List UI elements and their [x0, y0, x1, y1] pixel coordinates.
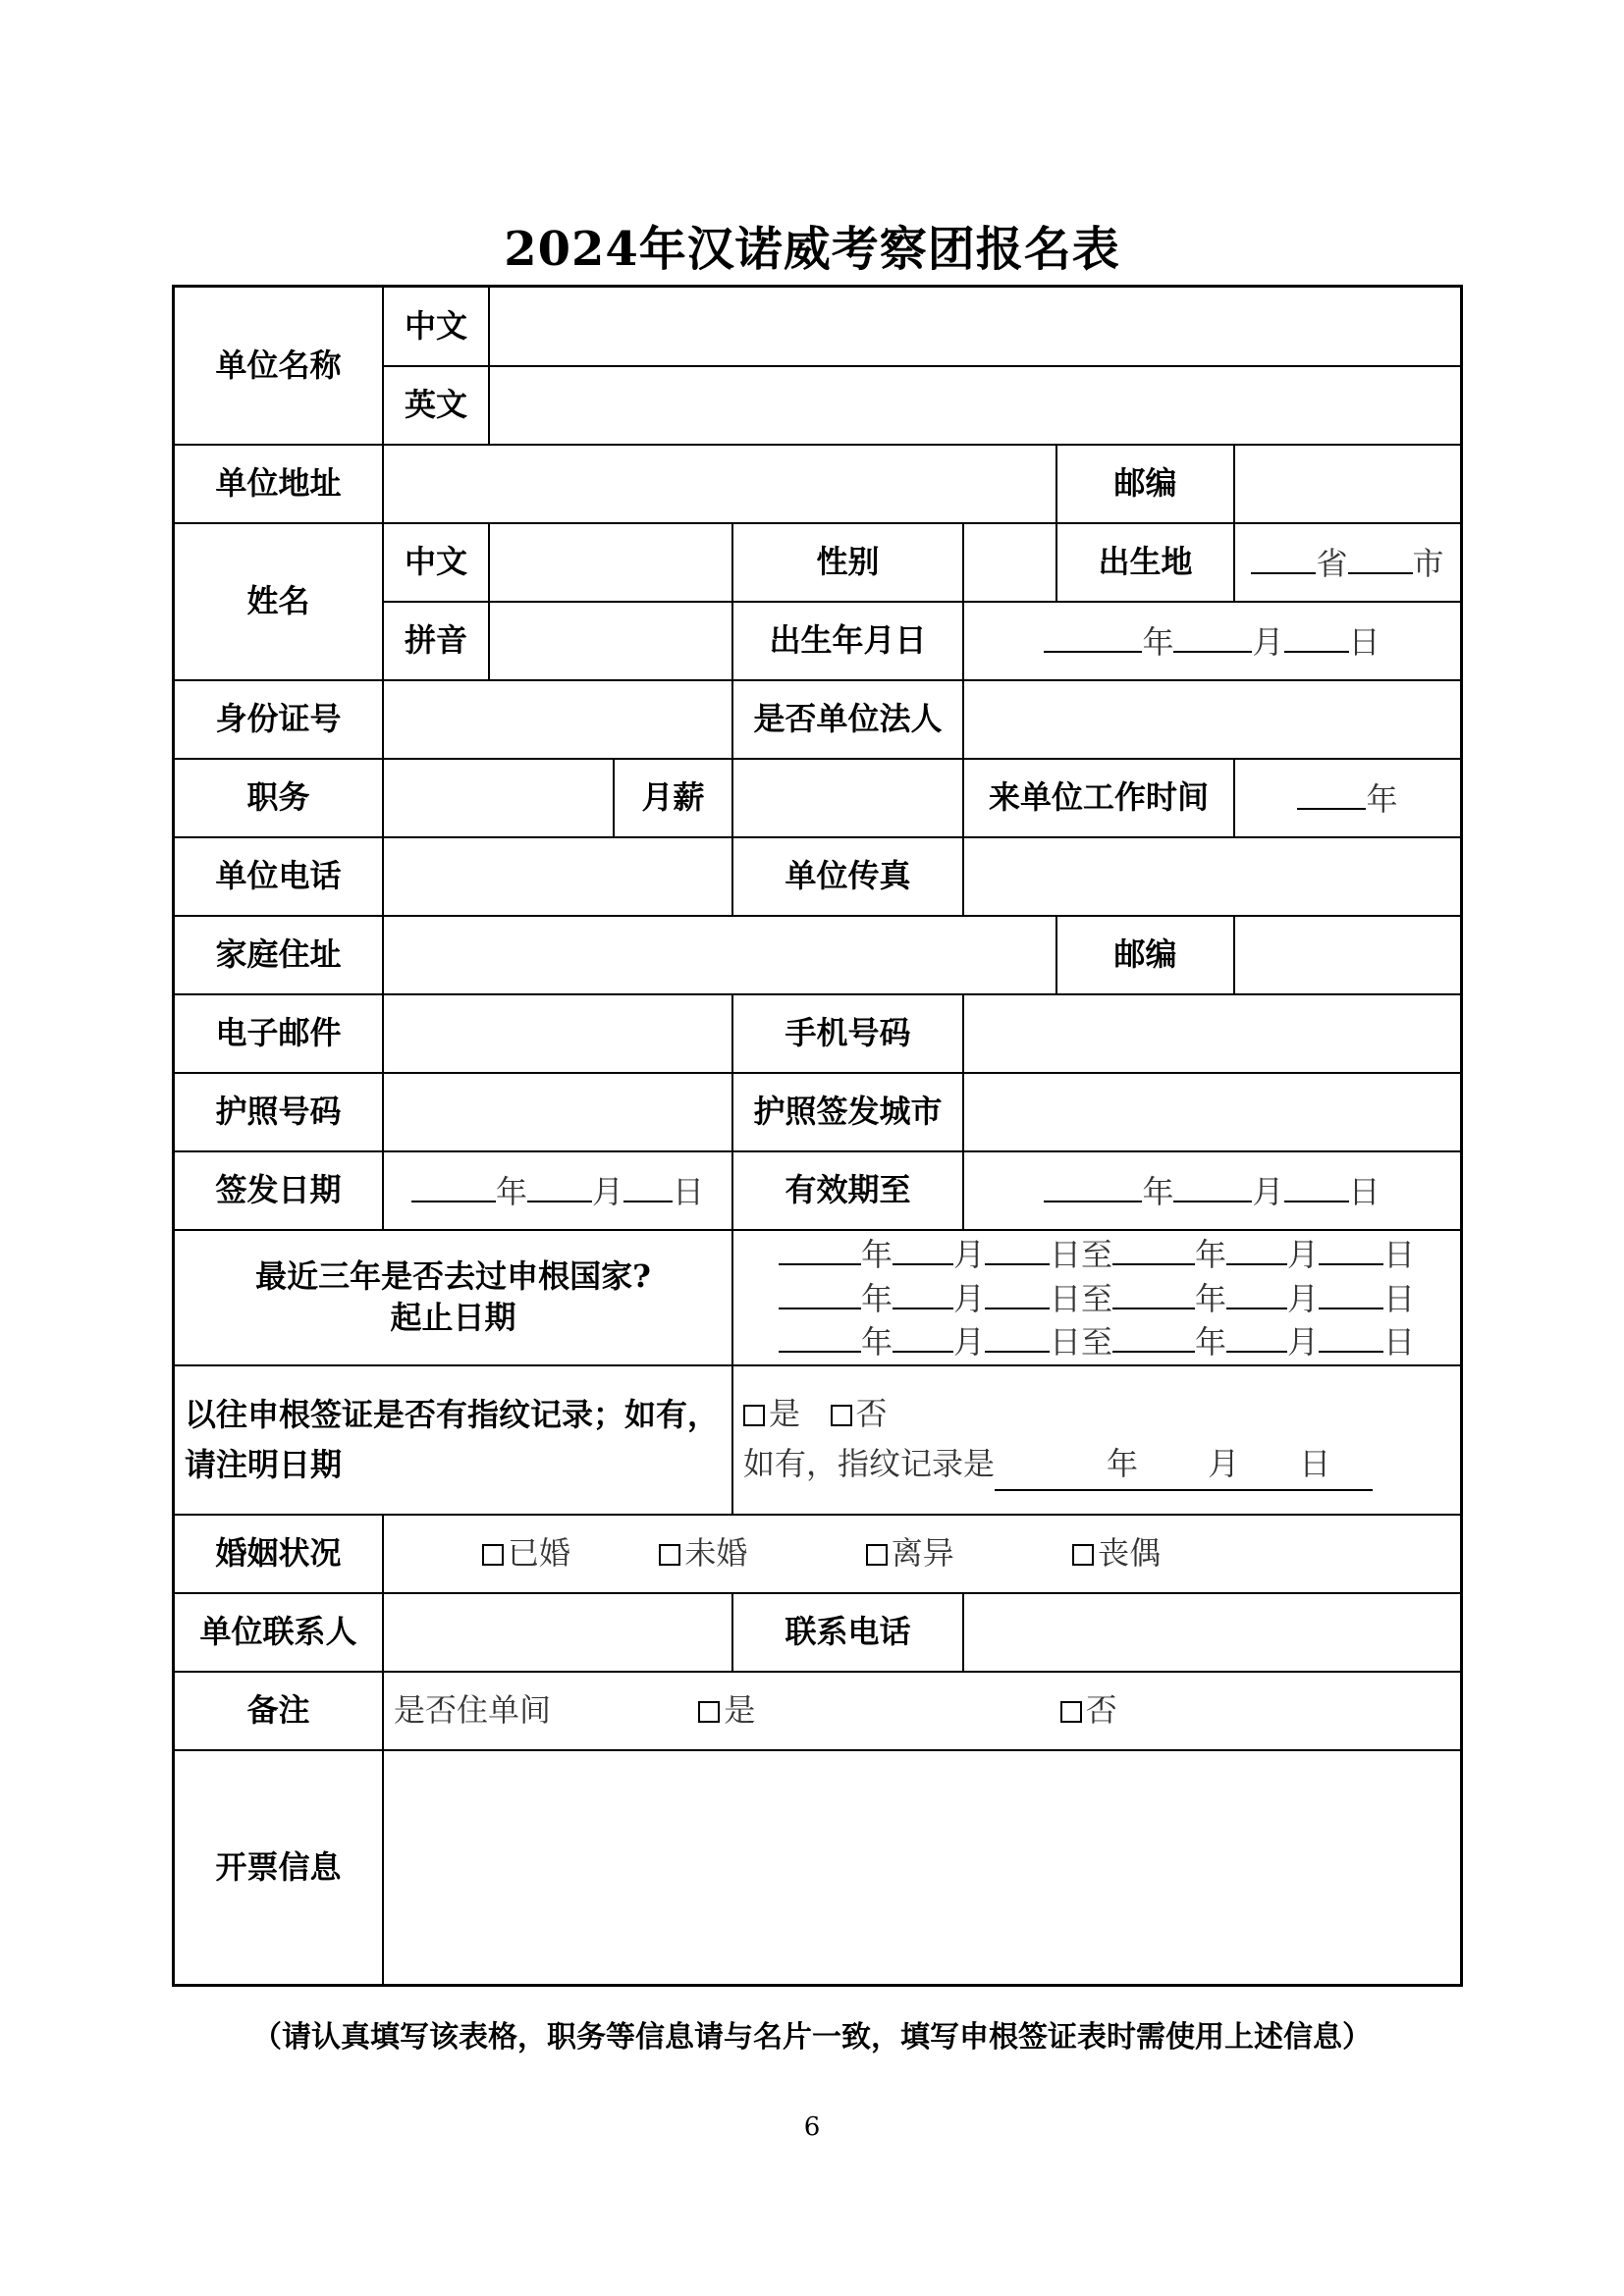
schengen-date-range-2[interactable]: 年 月 日至 年 月 日	[743, 1276, 1450, 1320]
passport-no-label: 护照号码	[175, 1073, 383, 1151]
single-room-no-checkbox[interactable]	[1060, 1701, 1082, 1723]
divorced-checkbox[interactable]	[866, 1544, 888, 1566]
month-unit: 月	[1252, 622, 1284, 661]
day-unit: 日	[1348, 622, 1380, 661]
org-name-chinese-field[interactable]	[489, 288, 1460, 366]
work-years-blank[interactable]	[1297, 776, 1366, 810]
widowed-checkbox[interactable]	[1072, 1544, 1094, 1566]
fingerprint-no-label: 否	[855, 1394, 888, 1432]
mobile-label: 手机号码	[732, 994, 963, 1073]
org-name-english-field[interactable]	[489, 366, 1460, 445]
name-chinese-field[interactable]	[489, 523, 732, 602]
salary-label: 月薪	[614, 759, 732, 837]
form-title: 2024年汉诺威考察团报名表	[504, 222, 1120, 277]
day-blank[interactable]	[1284, 619, 1349, 653]
widowed-label: 丧偶	[1098, 1534, 1162, 1573]
fingerprint-yes-checkbox[interactable]	[743, 1405, 765, 1426]
salary-field[interactable]	[732, 759, 963, 837]
position-field[interactable]	[383, 759, 614, 837]
month-blank[interactable]	[527, 1169, 592, 1202]
name-pinyin-field[interactable]	[489, 602, 732, 680]
day-blank[interactable]	[1284, 1169, 1349, 1202]
registration-form	[172, 285, 1463, 1987]
birthdate-field[interactable]	[963, 602, 1460, 680]
schengen-date-range-3[interactable]: 年 月 日至 年 月 日	[743, 1319, 1450, 1363]
home-address-field[interactable]	[383, 916, 1056, 994]
contact-person-field[interactable]	[383, 1593, 732, 1672]
gender-field[interactable]	[963, 523, 1056, 602]
position-label: 职务	[175, 759, 383, 837]
married-checkbox[interactable]	[482, 1544, 504, 1566]
day-unit: 日	[1348, 1172, 1380, 1210]
invoice-field[interactable]	[383, 1750, 1460, 1984]
month-blank[interactable]	[1173, 1169, 1252, 1202]
home-postcode-field[interactable]	[1234, 916, 1460, 994]
id-number-label: 身份证号	[175, 680, 383, 759]
birthplace-label: 出生地	[1056, 523, 1234, 602]
org-postcode-label: 邮编	[1056, 445, 1234, 523]
passport-city-label: 护照签发城市	[732, 1073, 963, 1151]
schengen-dates-field[interactable]	[732, 1230, 1460, 1365]
day-blank[interactable]	[623, 1169, 673, 1202]
passport-city-field[interactable]	[963, 1073, 1460, 1151]
year-blank[interactable]	[1044, 619, 1142, 653]
fingerprint-if-label: 如有，指纹记录是	[743, 1445, 996, 1482]
issue-date-field[interactable]	[383, 1151, 732, 1230]
month-unit: 月	[1252, 1172, 1284, 1210]
gender-label: 性别	[732, 523, 963, 602]
legal-rep-label: 是否单位法人	[732, 680, 963, 759]
year-unit: 年	[1142, 1172, 1174, 1210]
province-blank[interactable]	[1251, 541, 1316, 574]
work-years-unit: 年	[1366, 779, 1398, 818]
home-address-label: 家庭住址	[175, 916, 383, 994]
year-blank[interactable]	[411, 1169, 496, 1202]
fingerprint-date-blank[interactable]: 年 月 日	[995, 1439, 1373, 1491]
org-name-label: 单位名称	[175, 288, 383, 445]
birthdate-label: 出生年月日	[732, 602, 963, 680]
email-field[interactable]	[383, 994, 732, 1073]
married-label: 已婚	[508, 1534, 571, 1573]
remarks-label: 备注	[175, 1672, 383, 1750]
email-label: 电子邮件	[175, 994, 383, 1073]
single-room-yes-label: 是	[724, 1691, 756, 1730]
province-unit: 省	[1316, 544, 1348, 582]
invoice-label: 开票信息	[175, 1750, 383, 1984]
single-room-yes-checkbox[interactable]	[698, 1701, 720, 1723]
fingerprint-yes-label: 是	[769, 1394, 801, 1432]
fingerprint-no-checkbox[interactable]	[831, 1405, 852, 1426]
org-fax-field[interactable]	[963, 837, 1460, 916]
name-label: 姓名	[175, 523, 383, 680]
work-time-label: 来单位工作时间	[963, 759, 1234, 837]
city-unit: 市	[1412, 544, 1444, 582]
name-chinese-label: 中文	[383, 523, 489, 602]
home-postcode-label: 邮编	[1056, 916, 1234, 994]
legal-rep-field[interactable]	[963, 680, 1460, 759]
marital-options	[383, 1515, 1460, 1593]
org-name-chinese-label: 中文	[383, 288, 489, 366]
valid-until-label: 有效期至	[732, 1151, 963, 1230]
month-unit: 月	[591, 1172, 623, 1210]
fingerprint-question: 以往申根签证是否有指纹记录；如有，请注明日期	[175, 1365, 732, 1515]
org-phone-label: 单位电话	[175, 837, 383, 916]
single-checkbox[interactable]	[659, 1544, 680, 1566]
year-blank[interactable]	[1044, 1169, 1142, 1202]
org-name-english-label: 英文	[383, 366, 489, 445]
fingerprint-field[interactable]	[732, 1365, 1460, 1515]
org-postcode-field[interactable]	[1234, 445, 1460, 523]
org-fax-label: 单位传真	[732, 837, 963, 916]
org-phone-field[interactable]	[383, 837, 732, 916]
name-pinyin-label: 拼音	[383, 602, 489, 680]
schengen-question-cell	[175, 1230, 732, 1365]
work-time-field[interactable]	[1234, 759, 1460, 837]
remarks-field	[383, 1672, 1460, 1750]
divorced-label: 离异	[891, 1534, 954, 1573]
year-unit: 年	[1142, 622, 1174, 661]
footer-note: （请认真填写该表格，职务等信息请与名片一致，填写申根签证表时需使用上述信息）	[252, 2020, 1372, 2055]
month-blank[interactable]	[1173, 619, 1252, 653]
org-address-field[interactable]	[383, 445, 1056, 523]
single-label: 未婚	[684, 1534, 748, 1573]
id-number-field[interactable]	[383, 680, 732, 759]
schengen-period-label: 起止日期	[390, 1299, 516, 1336]
single-room-label: 是否住单间	[394, 1691, 552, 1730]
page-number: 6	[803, 2112, 821, 2142]
contact-person-label: 单位联系人	[175, 1593, 383, 1672]
issue-date-label: 签发日期	[175, 1151, 383, 1230]
single-room-no-label: 否	[1085, 1691, 1117, 1730]
mobile-field[interactable]	[963, 994, 1460, 1073]
day-unit: 日	[673, 1172, 705, 1210]
birthplace-field[interactable]	[1234, 523, 1460, 602]
contact-phone-label: 联系电话	[732, 1593, 963, 1672]
city-blank[interactable]	[1348, 541, 1413, 574]
marital-label: 婚姻状况	[175, 1515, 383, 1593]
valid-until-field[interactable]	[963, 1151, 1460, 1230]
schengen-question: 最近三年是否去过申根国家?	[255, 1257, 651, 1296]
schengen-date-range-1[interactable]: 年 月 日至 年 月 日	[743, 1232, 1450, 1276]
org-address-label: 单位地址	[175, 445, 383, 523]
passport-no-field[interactable]	[383, 1073, 732, 1151]
contact-phone-field[interactable]	[963, 1593, 1460, 1672]
year-unit: 年	[495, 1172, 527, 1210]
